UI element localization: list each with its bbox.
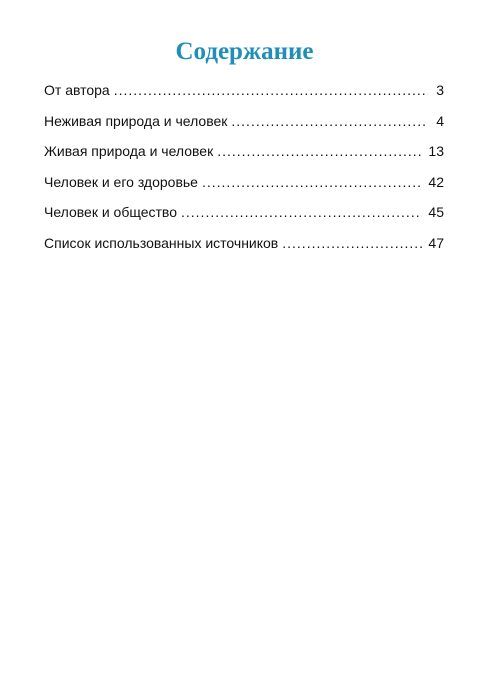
toc-entry-label: Живая природа и человек	[44, 143, 214, 160]
toc-entry-page-number: 3	[436, 82, 444, 98]
toc-entry-page-number: 4	[436, 112, 444, 129]
toc-entry-label: Человек и его здоровье	[44, 173, 198, 190]
toc-entry-label: От автора	[44, 82, 110, 98]
toc-entry	[44, 174, 444, 205]
toc-entry-label: Список использованных источников	[44, 234, 279, 251]
toc-entry-page-number: 42	[428, 173, 444, 190]
toc-entry	[44, 82, 444, 113]
toc-dot-leader	[282, 235, 422, 251]
toc-entry-page-number: 13	[428, 143, 444, 160]
toc-entry	[44, 204, 444, 235]
page-title: Содержание	[175, 38, 314, 65]
toc-entry-label: Неживая природа и человек	[44, 112, 228, 129]
toc-dot-leader	[217, 143, 422, 159]
table-of-contents	[44, 82, 444, 266]
toc-dot-leader	[202, 174, 422, 190]
toc-entry-page-number: 45	[428, 204, 444, 221]
toc-dot-leader	[181, 204, 422, 220]
toc-entry-label: Человек и общество	[44, 204, 177, 221]
toc-dot-leader	[114, 82, 428, 98]
toc-entry	[44, 143, 444, 174]
toc-entry	[44, 235, 444, 266]
toc-dot-leader	[231, 113, 428, 129]
toc-entry-page-number: 47	[428, 234, 444, 251]
toc-entry	[44, 113, 444, 144]
